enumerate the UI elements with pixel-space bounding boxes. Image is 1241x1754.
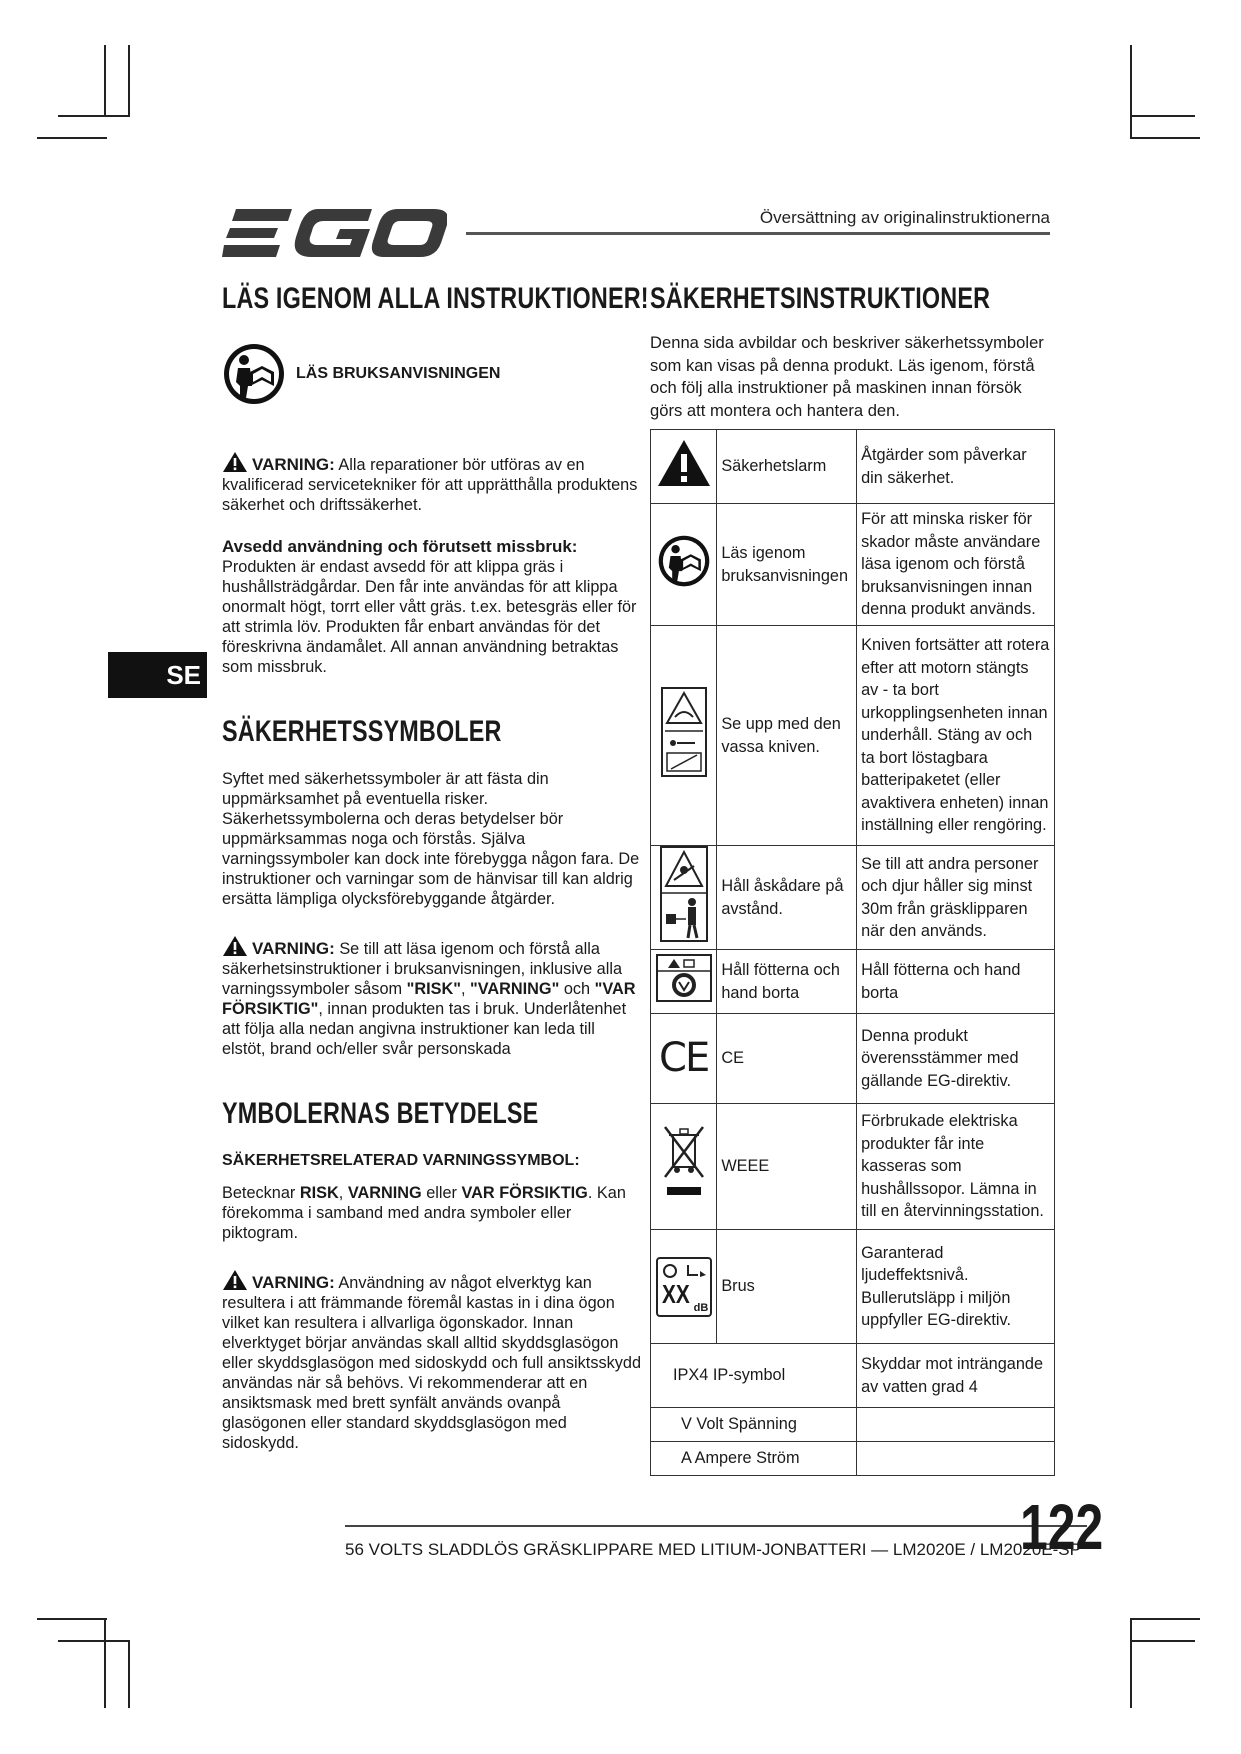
- ce-mark-icon: CE: [651, 1014, 717, 1104]
- weee-bin-icon: [661, 1123, 707, 1203]
- symbol-action: [857, 1408, 1055, 1442]
- table-row: [651, 1344, 1055, 1408]
- ego-logo: [222, 203, 447, 263]
- crop-mark: [37, 137, 107, 139]
- footer-rule: [345, 1525, 1087, 1527]
- safety-instructions-intro: Denna sida avbildar och beskriver säkerhetssymboler som kan visas på denna produkt. Läs igenom, förstå och följ alla instruktioner på maskinen innan försök görs att montera och hantera den.: [650, 333, 1044, 420]
- table-row: [651, 1014, 1055, 1104]
- keep-hands-feet-away-icon: [656, 954, 712, 1002]
- symbol-action: Kniven fortsätter att rotera efter att motorn stängts av - ta bort urkopplingsenheten innan underhåll. Stäng av och ta bort löstagbara batteripaketet (eller avaktivera enheten) innan inställning eller rengöring.: [857, 626, 1055, 846]
- symbol-name: Håll fötterna och hand borta: [717, 950, 857, 1014]
- table-row: [651, 1230, 1055, 1344]
- symbol-action: Skyddar mot inträngande av vatten grad 4: [857, 1344, 1055, 1408]
- table-row: [651, 1408, 1055, 1442]
- symbol-cell: [651, 430, 717, 504]
- symbol-name: WEEE: [717, 1104, 857, 1230]
- table-row: [651, 1104, 1055, 1230]
- language-tab: SE: [108, 652, 207, 698]
- noise-level-icon: [656, 1257, 712, 1317]
- warning-eye-protection: VARNING: Användning av något elverktyg kan resultera i att främmande föremål kastas in i dina ögon vilket kan resultera i allvarliga ögonskador. Innan elverktyget börjar användas skall alltid skyddsglasögon eller skyddsglasögon med sidoskydd och full ansiktsskydd användas när så behövs. Vi rekommenderar att en ansiktsmask med brett synfält används ovanpå glasögonen eller standard skyddsglasögon med sidoskydd.: [222, 1269, 642, 1453]
- intended-use-text: Produkten är endast avsedd för att klippa gräs i hushållsträdgårdar. Den får inte användas för att klippa onormalt högt, torrt eller vått gräs. t.ex. betesgräs eller för att strimla löv. Produkten får enbart användas för det föreskrivna ändamålet. All annan användning betraktas som missbruk.: [222, 558, 637, 676]
- crop-mark: [58, 115, 130, 117]
- keep-bystanders-away-icon: [660, 846, 708, 942]
- symbol-action: Åtgärder som påverkar din säkerhet.: [857, 430, 1055, 504]
- symbol-action: Håll fötterna och hand borta: [857, 950, 1055, 1014]
- table-row: [651, 626, 1055, 846]
- symbol-cell: [651, 950, 717, 1014]
- symbol-action: [857, 1442, 1055, 1476]
- symbol-cell: [651, 504, 717, 626]
- read-manual-icon: [222, 342, 286, 406]
- symbol-action: Se till att andra personer och djur håller sig minst 30m från gräsklipparen när den används.: [857, 846, 1055, 950]
- read-manual-row: [222, 342, 642, 406]
- header-subtitle: Översättning av originalinstruktionerna: [759, 208, 1050, 227]
- crop-mark: [1130, 45, 1132, 137]
- safety-alert-icon: [656, 438, 712, 488]
- safety-symbols-title: SÄKERHETSSYMBOLER: [222, 715, 502, 748]
- warning-icon: [222, 935, 248, 957]
- warning-repairs: VARNING: Alla reparationer bör utföras av en kvalificerad servicetekniker för att upprätthålla produktens säkerhet och driftssäkerhet.: [222, 451, 642, 515]
- symbol-meaning-title: YMBOLERNAS BETYDELSE: [222, 1097, 539, 1130]
- intended-use: [222, 537, 642, 677]
- warning-icon: [222, 1269, 248, 1291]
- safety-related-heading: SÄKERHETSRELATERAD VARNINGSSYMBOL:: [222, 1152, 580, 1169]
- header-rule: [466, 232, 1050, 235]
- footer-text: 56 VOLTS SLADDLÖS GRÄSKLIPPARE MED LITIUM-JONBATTERI — LM2020E / LM2020E-SP: [345, 1540, 1081, 1559]
- symbol-name: A Ampere Ström: [651, 1442, 857, 1476]
- table-row: [651, 950, 1055, 1014]
- crop-mark: [1130, 1640, 1195, 1642]
- symbol-name: CE: [717, 1014, 857, 1104]
- symbol-action: Förbrukade elektriska produkter får inte kasseras som hushållssopor. Lämna in till en återvinningsstation.: [857, 1104, 1055, 1230]
- symbol-action: Denna produkt överensstämmer med gällande EG-direktiv.: [857, 1014, 1055, 1104]
- crop-mark: [37, 1618, 107, 1620]
- warning-icon: [222, 451, 248, 473]
- symbol-name: Läs igenom bruksanvisningen: [717, 504, 857, 626]
- table-row: [651, 1442, 1055, 1476]
- right-column: [650, 282, 1055, 422]
- noise-level-unit: dB: [693, 1301, 709, 1314]
- table-row: [651, 430, 1055, 504]
- read-instructions-title: LÄS IGENOM ALLA INSTRUKTIONER!: [222, 282, 649, 315]
- table-row: [651, 504, 1055, 626]
- symbol-action: För att minska risker för skador måste användare läsa igenom och förstå bruksanvisningen innan denna produkt används.: [857, 504, 1055, 626]
- crop-mark: [1130, 1618, 1200, 1620]
- crop-mark: [128, 1640, 130, 1708]
- crop-mark: [128, 45, 130, 115]
- symbol-name: Brus: [717, 1230, 857, 1344]
- table-row: [651, 846, 1055, 950]
- symbol-action: Garanterad ljudeffektsnivå. Bullerutsläpp i miljön uppfyller EG-direktiv.: [857, 1230, 1055, 1344]
- read-manual-label: LÄS BRUKSANVISNINGEN: [296, 365, 501, 382]
- symbol-name: V Volt Spänning: [651, 1408, 857, 1442]
- symbol-cell: [651, 626, 717, 846]
- symbol-cell: [651, 1104, 717, 1230]
- crop-mark: [1130, 115, 1195, 117]
- safety-related-text: Betecknar RISK, VARNING eller VAR FÖRSIKTIG. Kan förekomma i samband med andra symboler eller piktogram.: [222, 1184, 626, 1242]
- crop-mark: [104, 45, 106, 115]
- symbol-table: [650, 429, 1055, 1476]
- symbol-name: IPX4 IP-symbol: [651, 1344, 857, 1408]
- symbol-name: Håll åskådare på avstånd.: [717, 846, 857, 950]
- symbol-name: Se upp med den vassa kniven.: [717, 626, 857, 846]
- symbol-name: Säkerhetslarm: [717, 430, 857, 504]
- left-column: [222, 282, 649, 1453]
- crop-mark: [1130, 1618, 1132, 1708]
- warning-read-all: VARNING: Se till att läsa igenom och förstå alla säkerhetsinstruktioner i bruksanvisningen, inklusive alla varningssymboler såsom "RISK", "VARNING" och "VAR FÖRSIKTIG", innan produkten tas i bruk. Underlåtenhet att följa alla nedan angivna instruktioner kan leda till elstöt, brand och/eller svår personskada: [222, 935, 642, 1059]
- intended-use-heading: Avsedd användning och förutsett missbruk:: [222, 537, 578, 556]
- crop-mark: [104, 1618, 106, 1708]
- symbol-cell: [651, 846, 717, 950]
- safety-instructions-title: SÄKERHETSINSTRUKTIONER: [650, 282, 991, 315]
- noise-level-value: XX: [661, 1278, 690, 1309]
- crop-mark: [1130, 137, 1200, 139]
- sharp-blade-icon: [661, 687, 707, 777]
- safety-symbols-text: Syftet med säkerhetssymboler är att fästa din uppmärksamhet på eventuella risker. Säkerhetssymbolerna och deras betydelser bör uppmärksammas noga och förstås. Själva varningssymboler kan dock inte förebygga någon fara. De instruktioner och varningar som de hänvisar till kan aldrig ersätta lämpliga olycksförebyggande åtgärder.: [222, 770, 640, 908]
- read-manual-icon: [657, 534, 711, 588]
- symbol-cell: [651, 1230, 717, 1344]
- page-number: 122: [1020, 1491, 1104, 1563]
- crop-mark: [58, 1640, 130, 1642]
